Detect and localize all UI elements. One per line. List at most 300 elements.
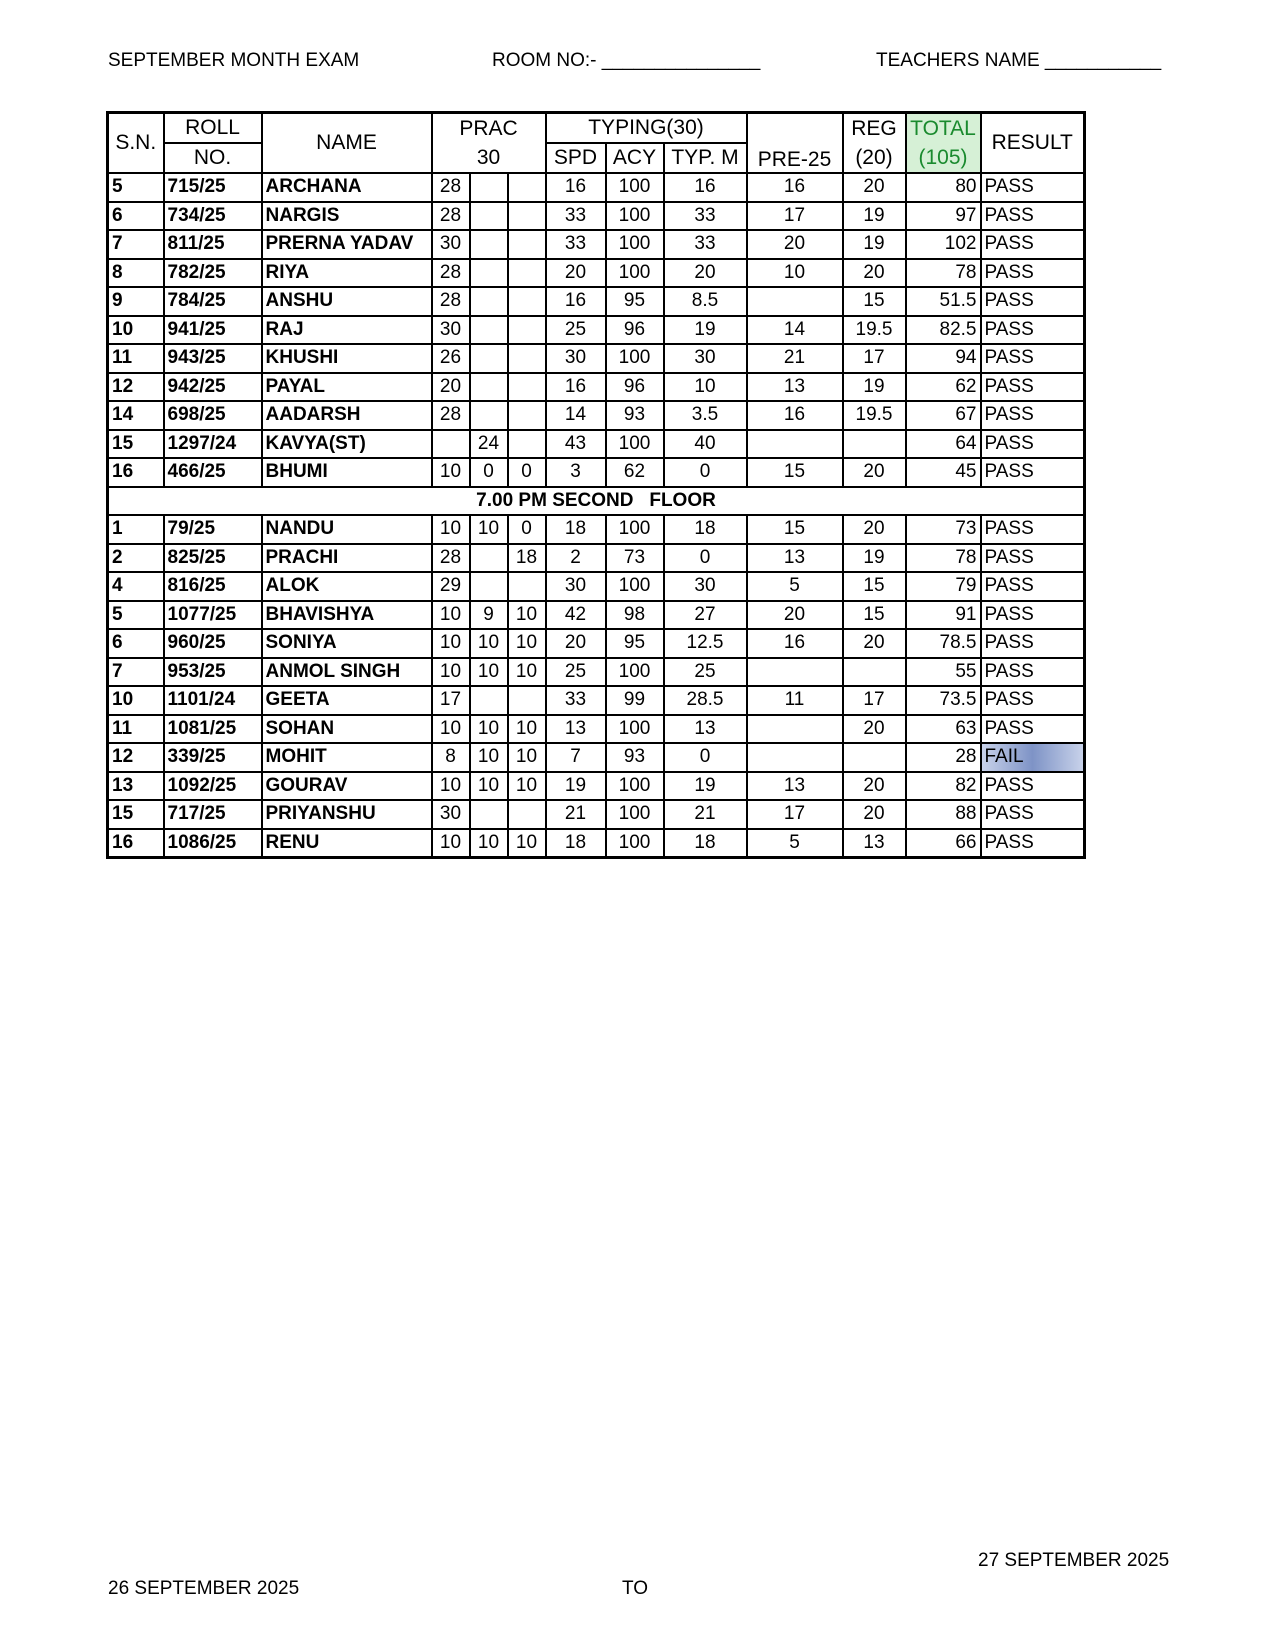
cell-acy: 100 bbox=[606, 173, 664, 202]
cell-acy: 73 bbox=[606, 544, 664, 573]
cell-prac-2: 10 bbox=[470, 658, 508, 687]
cell-result: PASS bbox=[981, 316, 1085, 345]
cell-prac-3: 10 bbox=[508, 601, 546, 630]
cell-name: GEETA bbox=[262, 686, 432, 715]
cell-reg: 15 bbox=[843, 601, 906, 630]
cell-total: 64 bbox=[906, 430, 981, 459]
cell-prac-3: 10 bbox=[508, 829, 546, 858]
cell-pre: 5 bbox=[747, 829, 843, 858]
cell-prac-1: 10 bbox=[432, 515, 470, 544]
to-date: 27 SEPTEMBER 2025 bbox=[978, 1550, 1170, 1571]
cell-total: 82 bbox=[906, 772, 981, 801]
cell-result: PASS bbox=[981, 829, 1085, 858]
cell-total: 66 bbox=[906, 829, 981, 858]
cell-sn: 7 bbox=[108, 230, 164, 259]
table-row bbox=[108, 800, 1085, 829]
table-row bbox=[108, 202, 1085, 231]
cell-roll: 1086/25 bbox=[164, 829, 262, 858]
cell-sn: 7 bbox=[108, 658, 164, 687]
cell-prac-2 bbox=[470, 259, 508, 288]
cell-result: PASS bbox=[981, 800, 1085, 829]
cell-result: FAIL bbox=[981, 743, 1085, 772]
table-row bbox=[108, 430, 1085, 459]
table-row bbox=[108, 344, 1085, 373]
cell-total: 94 bbox=[906, 344, 981, 373]
cell-typm: 0 bbox=[664, 544, 747, 573]
cell-typm: 3.5 bbox=[664, 401, 747, 430]
cell-reg: 19 bbox=[843, 373, 906, 402]
cell-sn: 6 bbox=[108, 202, 164, 231]
cell-spd: 16 bbox=[546, 287, 606, 316]
cell-prac-2: 10 bbox=[470, 743, 508, 772]
cell-total: 80 bbox=[906, 173, 981, 202]
cell-acy: 100 bbox=[606, 230, 664, 259]
table-row bbox=[108, 686, 1085, 715]
table-row bbox=[108, 230, 1085, 259]
cell-prac-2 bbox=[470, 173, 508, 202]
cell-prac-2 bbox=[470, 344, 508, 373]
cell-name: RAJ bbox=[262, 316, 432, 345]
cell-spd: 7 bbox=[546, 743, 606, 772]
cell-result: PASS bbox=[981, 430, 1085, 459]
cell-acy: 96 bbox=[606, 373, 664, 402]
cell-reg: 19.5 bbox=[843, 316, 906, 345]
cell-result: PASS bbox=[981, 544, 1085, 573]
table-row bbox=[108, 373, 1085, 402]
cell-spd: 21 bbox=[546, 800, 606, 829]
cell-acy: 100 bbox=[606, 430, 664, 459]
cell-prac-3: 10 bbox=[508, 743, 546, 772]
cell-result: PASS bbox=[981, 202, 1085, 231]
table-row bbox=[108, 287, 1085, 316]
cell-prac-1: 10 bbox=[432, 772, 470, 801]
cell-spd: 2 bbox=[546, 544, 606, 573]
cell-prac-1: 29 bbox=[432, 572, 470, 601]
cell-total: 78.5 bbox=[906, 629, 981, 658]
cell-spd: 19 bbox=[546, 772, 606, 801]
cell-typm: 40 bbox=[664, 430, 747, 459]
cell-name: ANSHU bbox=[262, 287, 432, 316]
cell-name: SOHAN bbox=[262, 715, 432, 744]
cell-prac-2: 10 bbox=[470, 629, 508, 658]
cell-reg: 19 bbox=[843, 202, 906, 231]
cell-prac-2: 10 bbox=[470, 829, 508, 858]
cell-spd: 18 bbox=[546, 515, 606, 544]
cell-prac-1: 28 bbox=[432, 401, 470, 430]
table-row bbox=[108, 572, 1085, 601]
from-date: 26 SEPTEMBER 2025 bbox=[108, 1578, 300, 1599]
cell-reg: 20 bbox=[843, 715, 906, 744]
cell-spd: 18 bbox=[546, 829, 606, 858]
col-header-roll: ROLL bbox=[164, 113, 262, 144]
cell-prac-1: 10 bbox=[432, 629, 470, 658]
cell-acy: 93 bbox=[606, 743, 664, 772]
table-row bbox=[108, 829, 1085, 858]
cell-prac-3 bbox=[508, 287, 546, 316]
cell-prac-1: 28 bbox=[432, 173, 470, 202]
cell-roll: 734/25 bbox=[164, 202, 262, 231]
cell-prac-2: 24 bbox=[470, 430, 508, 459]
cell-prac-3 bbox=[508, 202, 546, 231]
cell-roll: 717/25 bbox=[164, 800, 262, 829]
cell-result: PASS bbox=[981, 344, 1085, 373]
cell-roll: 811/25 bbox=[164, 230, 262, 259]
cell-typm: 16 bbox=[664, 173, 747, 202]
cell-acy: 100 bbox=[606, 259, 664, 288]
col-header-prac-2: 30 bbox=[432, 143, 546, 173]
cell-acy: 95 bbox=[606, 629, 664, 658]
cell-total: 73 bbox=[906, 515, 981, 544]
cell-result: PASS bbox=[981, 772, 1085, 801]
cell-pre bbox=[747, 430, 843, 459]
results-table bbox=[106, 111, 1086, 859]
cell-spd: 20 bbox=[546, 259, 606, 288]
cell-acy: 100 bbox=[606, 202, 664, 231]
cell-spd: 33 bbox=[546, 202, 606, 231]
cell-prac-3: 10 bbox=[508, 629, 546, 658]
cell-result: PASS bbox=[981, 458, 1085, 487]
cell-result: PASS bbox=[981, 601, 1085, 630]
cell-name: BHUMI bbox=[262, 458, 432, 487]
col-header-reg: REG bbox=[843, 113, 906, 144]
cell-pre: 17 bbox=[747, 202, 843, 231]
cell-prac-2: 9 bbox=[470, 601, 508, 630]
cell-prac-3: 10 bbox=[508, 772, 546, 801]
cell-acy: 62 bbox=[606, 458, 664, 487]
cell-name: NANDU bbox=[262, 515, 432, 544]
table-row bbox=[108, 173, 1085, 202]
cell-prac-3 bbox=[508, 173, 546, 202]
cell-sn: 15 bbox=[108, 430, 164, 459]
cell-reg: 20 bbox=[843, 458, 906, 487]
cell-prac-2: 10 bbox=[470, 715, 508, 744]
cell-spd: 30 bbox=[546, 572, 606, 601]
cell-result: PASS bbox=[981, 259, 1085, 288]
cell-sn: 10 bbox=[108, 686, 164, 715]
cell-spd: 20 bbox=[546, 629, 606, 658]
cell-reg: 17 bbox=[843, 344, 906, 373]
cell-reg bbox=[843, 430, 906, 459]
cell-total: 63 bbox=[906, 715, 981, 744]
cell-total: 45 bbox=[906, 458, 981, 487]
cell-total: 73.5 bbox=[906, 686, 981, 715]
col-header-pre: PRE-25 bbox=[747, 113, 843, 174]
header-row-2 bbox=[108, 143, 1085, 173]
cell-sn: 8 bbox=[108, 259, 164, 288]
cell-pre: 16 bbox=[747, 173, 843, 202]
cell-prac-2: 10 bbox=[470, 515, 508, 544]
cell-reg: 15 bbox=[843, 287, 906, 316]
cell-pre: 16 bbox=[747, 401, 843, 430]
exam-title: SEPTEMBER MONTH EXAM bbox=[108, 50, 360, 71]
cell-sn: 4 bbox=[108, 572, 164, 601]
cell-typm: 25 bbox=[664, 658, 747, 687]
cell-prac-3 bbox=[508, 686, 546, 715]
cell-name: ARCHANA bbox=[262, 173, 432, 202]
cell-roll: 943/25 bbox=[164, 344, 262, 373]
teacher-name-field: TEACHERS NAME ___________ bbox=[876, 50, 1162, 71]
cell-acy: 100 bbox=[606, 515, 664, 544]
cell-prac-3: 0 bbox=[508, 458, 546, 487]
table-row bbox=[108, 515, 1085, 544]
cell-total: 78 bbox=[906, 544, 981, 573]
cell-result: PASS bbox=[981, 173, 1085, 202]
table-row bbox=[108, 259, 1085, 288]
cell-typm: 0 bbox=[664, 458, 747, 487]
table-row bbox=[108, 316, 1085, 345]
cell-reg: 17 bbox=[843, 686, 906, 715]
cell-prac-3 bbox=[508, 401, 546, 430]
cell-prac-1: 30 bbox=[432, 230, 470, 259]
cell-total: 28 bbox=[906, 743, 981, 772]
cell-name: SONIYA bbox=[262, 629, 432, 658]
cell-pre: 15 bbox=[747, 458, 843, 487]
room-number-field: ROOM NO:- _______________ bbox=[492, 50, 761, 71]
cell-name: PAYAL bbox=[262, 373, 432, 402]
col-header-typm: TYP. M bbox=[664, 143, 747, 173]
cell-total: 67 bbox=[906, 401, 981, 430]
col-header-prac: PRAC bbox=[432, 113, 546, 144]
cell-pre: 15 bbox=[747, 515, 843, 544]
cell-sn: 10 bbox=[108, 316, 164, 345]
cell-typm: 33 bbox=[664, 230, 747, 259]
cell-prac-1: 30 bbox=[432, 316, 470, 345]
cell-roll: 339/25 bbox=[164, 743, 262, 772]
cell-pre bbox=[747, 658, 843, 687]
cell-pre: 13 bbox=[747, 373, 843, 402]
cell-prac-1: 10 bbox=[432, 601, 470, 630]
col-header-sn: S.N. bbox=[108, 113, 164, 174]
cell-pre: 13 bbox=[747, 772, 843, 801]
col-header-acy: ACY bbox=[606, 143, 664, 173]
cell-pre: 16 bbox=[747, 629, 843, 658]
cell-spd: 3 bbox=[546, 458, 606, 487]
cell-pre: 21 bbox=[747, 344, 843, 373]
cell-prac-3 bbox=[508, 430, 546, 459]
cell-roll: 466/25 bbox=[164, 458, 262, 487]
col-header-reg-2: (20) bbox=[843, 143, 906, 173]
cell-sn: 11 bbox=[108, 715, 164, 744]
cell-typm: 28.5 bbox=[664, 686, 747, 715]
section-separator: 7.00 PM SECOND FLOOR bbox=[108, 487, 1085, 516]
cell-pre: 14 bbox=[747, 316, 843, 345]
cell-prac-1: 26 bbox=[432, 344, 470, 373]
cell-total: 62 bbox=[906, 373, 981, 402]
cell-pre: 20 bbox=[747, 230, 843, 259]
col-header-roll-2: NO. bbox=[164, 143, 262, 173]
cell-spd: 14 bbox=[546, 401, 606, 430]
cell-reg: 13 bbox=[843, 829, 906, 858]
cell-prac-2 bbox=[470, 572, 508, 601]
table-row bbox=[108, 629, 1085, 658]
cell-sn: 9 bbox=[108, 287, 164, 316]
cell-reg: 20 bbox=[843, 173, 906, 202]
cell-spd: 33 bbox=[546, 686, 606, 715]
cell-typm: 20 bbox=[664, 259, 747, 288]
cell-name: MOHIT bbox=[262, 743, 432, 772]
cell-sn: 14 bbox=[108, 401, 164, 430]
cell-typm: 21 bbox=[664, 800, 747, 829]
cell-prac-3: 10 bbox=[508, 715, 546, 744]
cell-typm: 19 bbox=[664, 316, 747, 345]
cell-prac-3: 10 bbox=[508, 658, 546, 687]
cell-name: PRERNA YADAV bbox=[262, 230, 432, 259]
cell-reg bbox=[843, 658, 906, 687]
to-label: TO bbox=[622, 1578, 649, 1599]
cell-result: PASS bbox=[981, 715, 1085, 744]
cell-pre: 17 bbox=[747, 800, 843, 829]
cell-spd: 33 bbox=[546, 230, 606, 259]
cell-reg: 20 bbox=[843, 772, 906, 801]
cell-prac-3 bbox=[508, 344, 546, 373]
cell-name: KHUSHI bbox=[262, 344, 432, 373]
cell-prac-1: 10 bbox=[432, 829, 470, 858]
cell-prac-2 bbox=[470, 287, 508, 316]
cell-prac-2: 0 bbox=[470, 458, 508, 487]
cell-typm: 30 bbox=[664, 572, 747, 601]
table-row bbox=[108, 772, 1085, 801]
cell-total: 82.5 bbox=[906, 316, 981, 345]
cell-prac-3 bbox=[508, 259, 546, 288]
cell-prac-1 bbox=[432, 430, 470, 459]
cell-typm: 18 bbox=[664, 515, 747, 544]
cell-name: RIYA bbox=[262, 259, 432, 288]
cell-name: RENU bbox=[262, 829, 432, 858]
cell-total: 78 bbox=[906, 259, 981, 288]
cell-name: KAVYA(ST) bbox=[262, 430, 432, 459]
cell-prac-3 bbox=[508, 230, 546, 259]
cell-typm: 10 bbox=[664, 373, 747, 402]
cell-result: PASS bbox=[981, 629, 1085, 658]
cell-acy: 93 bbox=[606, 401, 664, 430]
cell-typm: 30 bbox=[664, 344, 747, 373]
cell-prac-1: 28 bbox=[432, 202, 470, 231]
cell-acy: 99 bbox=[606, 686, 664, 715]
cell-prac-1: 10 bbox=[432, 458, 470, 487]
cell-sn: 16 bbox=[108, 829, 164, 858]
cell-reg: 20 bbox=[843, 259, 906, 288]
table-row bbox=[108, 715, 1085, 744]
cell-pre: 11 bbox=[747, 686, 843, 715]
table-row bbox=[108, 601, 1085, 630]
cell-typm: 0 bbox=[664, 743, 747, 772]
cell-pre bbox=[747, 743, 843, 772]
cell-total: 88 bbox=[906, 800, 981, 829]
cell-prac-3 bbox=[508, 373, 546, 402]
cell-pre: 20 bbox=[747, 601, 843, 630]
cell-spd: 30 bbox=[546, 344, 606, 373]
cell-roll: 825/25 bbox=[164, 544, 262, 573]
cell-prac-2 bbox=[470, 544, 508, 573]
col-header-result: RESULT bbox=[981, 113, 1085, 174]
col-header-total: TOTAL bbox=[906, 113, 981, 144]
cell-prac-3 bbox=[508, 800, 546, 829]
cell-roll: 953/25 bbox=[164, 658, 262, 687]
table-row bbox=[108, 458, 1085, 487]
cell-pre bbox=[747, 287, 843, 316]
cell-total: 55 bbox=[906, 658, 981, 687]
cell-prac-3: 18 bbox=[508, 544, 546, 573]
cell-result: PASS bbox=[981, 373, 1085, 402]
cell-acy: 100 bbox=[606, 572, 664, 601]
cell-sn: 13 bbox=[108, 772, 164, 801]
cell-name: AADARSH bbox=[262, 401, 432, 430]
cell-acy: 95 bbox=[606, 287, 664, 316]
cell-spd: 43 bbox=[546, 430, 606, 459]
cell-total: 79 bbox=[906, 572, 981, 601]
cell-total: 51.5 bbox=[906, 287, 981, 316]
cell-sn: 1 bbox=[108, 515, 164, 544]
cell-name: NARGIS bbox=[262, 202, 432, 231]
cell-roll: 960/25 bbox=[164, 629, 262, 658]
cell-sn: 15 bbox=[108, 800, 164, 829]
cell-prac-2 bbox=[470, 230, 508, 259]
table-row bbox=[108, 743, 1085, 772]
cell-prac-1: 28 bbox=[432, 287, 470, 316]
cell-prac-1: 20 bbox=[432, 373, 470, 402]
cell-roll: 698/25 bbox=[164, 401, 262, 430]
cell-roll: 1081/25 bbox=[164, 715, 262, 744]
cell-prac-1: 10 bbox=[432, 715, 470, 744]
col-header-name: NAME bbox=[262, 113, 432, 174]
cell-prac-1: 28 bbox=[432, 259, 470, 288]
cell-prac-2 bbox=[470, 800, 508, 829]
cell-typm: 33 bbox=[664, 202, 747, 231]
cell-result: PASS bbox=[981, 572, 1085, 601]
cell-name: BHAVISHYA bbox=[262, 601, 432, 630]
cell-spd: 25 bbox=[546, 658, 606, 687]
cell-result: PASS bbox=[981, 230, 1085, 259]
cell-name: PRIYANSHU bbox=[262, 800, 432, 829]
table-row bbox=[108, 544, 1085, 573]
cell-roll: 782/25 bbox=[164, 259, 262, 288]
cell-reg: 19 bbox=[843, 544, 906, 573]
table-row bbox=[108, 658, 1085, 687]
cell-prac-1: 8 bbox=[432, 743, 470, 772]
col-header-spd: SPD bbox=[546, 143, 606, 173]
cell-reg: 19.5 bbox=[843, 401, 906, 430]
header-row-1 bbox=[108, 113, 1085, 144]
cell-spd: 16 bbox=[546, 173, 606, 202]
cell-sn: 12 bbox=[108, 373, 164, 402]
cell-roll: 1077/25 bbox=[164, 601, 262, 630]
cell-name: PRACHI bbox=[262, 544, 432, 573]
cell-roll: 715/25 bbox=[164, 173, 262, 202]
cell-typm: 12.5 bbox=[664, 629, 747, 658]
cell-prac-1: 28 bbox=[432, 544, 470, 573]
cell-reg: 20 bbox=[843, 629, 906, 658]
cell-typm: 19 bbox=[664, 772, 747, 801]
cell-typm: 18 bbox=[664, 829, 747, 858]
cell-pre: 5 bbox=[747, 572, 843, 601]
cell-roll: 1297/24 bbox=[164, 430, 262, 459]
cell-prac-2 bbox=[470, 401, 508, 430]
cell-roll: 784/25 bbox=[164, 287, 262, 316]
cell-result: PASS bbox=[981, 287, 1085, 316]
cell-spd: 16 bbox=[546, 373, 606, 402]
cell-spd: 13 bbox=[546, 715, 606, 744]
cell-result: PASS bbox=[981, 686, 1085, 715]
cell-acy: 100 bbox=[606, 800, 664, 829]
cell-acy: 100 bbox=[606, 772, 664, 801]
cell-total: 91 bbox=[906, 601, 981, 630]
cell-prac-2 bbox=[470, 316, 508, 345]
cell-roll: 941/25 bbox=[164, 316, 262, 345]
cell-prac-2: 10 bbox=[470, 772, 508, 801]
cell-prac-2 bbox=[470, 373, 508, 402]
cell-pre: 13 bbox=[747, 544, 843, 573]
cell-spd: 42 bbox=[546, 601, 606, 630]
